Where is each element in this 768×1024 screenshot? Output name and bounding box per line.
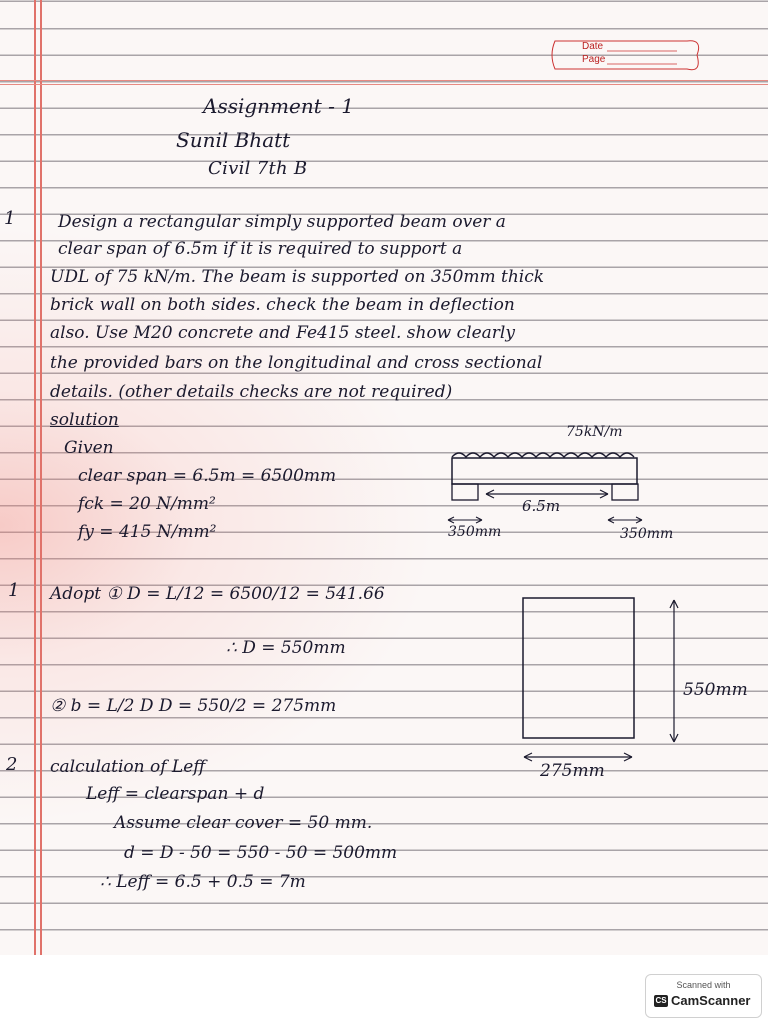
solution-heading: solution <box>50 410 119 430</box>
question-line: brick wall on both sides. check the beam in deflection <box>50 295 515 315</box>
class-label: Civil 7th B <box>208 158 308 179</box>
step2-line: calculation of Leff <box>50 757 206 777</box>
assignment-title: Assignment - 1 <box>203 94 354 118</box>
date-label: Date <box>582 41 604 52</box>
step2-line: Assume clear cover = 50 mm. <box>114 813 373 833</box>
section-depth-label: 550mm <box>683 680 748 700</box>
page-label: Page <box>582 54 606 65</box>
scanned-with-text: Scanned with <box>676 980 731 990</box>
step2-line: Leff = clearspan + d <box>86 784 265 804</box>
question-line: also. Use M20 concrete and Fe415 steel. show clearly <box>50 323 515 343</box>
question-line: UDL of 75 kN/m. The beam is supported on 350mm thick <box>50 267 545 287</box>
question-line: the provided bars on the longitudinal and cross sectional <box>50 353 543 373</box>
student-name: Sunil Bhatt <box>176 128 291 152</box>
right-support-label: 350mm <box>620 526 674 542</box>
step1-line2: ∴ D = 550mm <box>226 638 346 658</box>
step1-number: 1 <box>8 580 20 601</box>
given-fy: fy = 415 N/mm² <box>78 522 217 542</box>
camscanner-watermark <box>645 974 762 1018</box>
camscanner-logo-icon: CS <box>655 996 667 1005</box>
span-label: 6.5m <box>522 497 561 515</box>
step2-number: 2 <box>6 754 18 775</box>
given-fck: fck = 20 N/mm² <box>78 494 216 514</box>
step2-line: ∴ Leff = 6.5 + 0.5 = 7m <box>100 872 306 892</box>
question-line: details. (other details checks are not required) <box>50 382 453 402</box>
question-line: Design a rectangular simply supported beam over a <box>58 212 506 232</box>
given-label: Given <box>64 438 114 458</box>
left-support-label: 350mm <box>448 524 502 540</box>
given-clear-span: clear span = 6.5m = 6500mm <box>78 466 337 486</box>
camscanner-brand: CamScanner <box>671 993 751 1008</box>
step1-line1: Adopt ① D = L/12 = 6500/12 = 541.66 <box>50 584 385 604</box>
step2-line: d = D - 50 = 550 - 50 = 500mm <box>124 843 398 863</box>
question-number: 1 <box>4 208 16 229</box>
section-width-label: 275mm <box>540 761 605 781</box>
load-label: 75kN/m <box>566 424 623 440</box>
step1-line3: ② b = L/2 D D = 550/2 = 275mm <box>50 696 337 716</box>
question-line: clear span of 6.5m if it is required to support a <box>58 239 463 259</box>
